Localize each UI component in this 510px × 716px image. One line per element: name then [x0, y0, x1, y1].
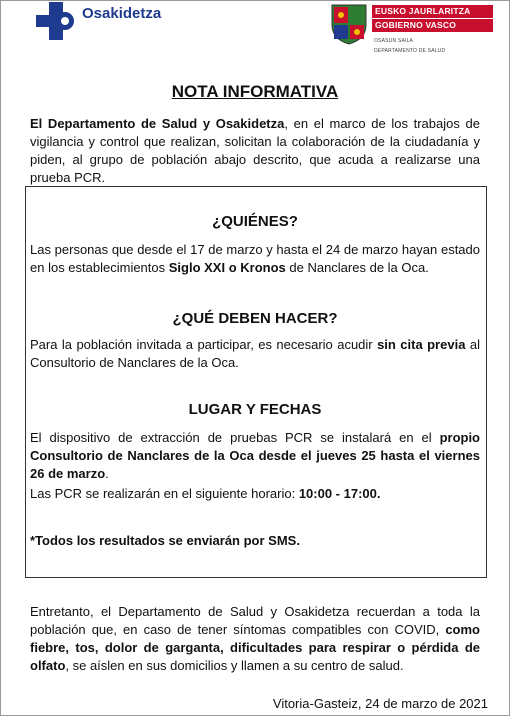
closing-bold: como fiebre, tos, dolor de garganta, dificultades para respirar o pérdida de olfato — [30, 622, 480, 673]
quienes-bold: Siglo XXI o Kronos — [168, 260, 286, 275]
que-bold: sin cita previa — [377, 337, 466, 352]
dept-line-castellano: DEPARTAMENTO DE SALUD — [374, 48, 446, 54]
intro-text: , en el marco de los trabajos de vigilancia y control que realizan, solicitan la colaboración de la ciudadanía y piden, al grupo de población abajo descrito, que acuda a realizarse una prueba PCR. — [30, 116, 480, 185]
horario-bold: 10:00 - 17:00. — [298, 486, 381, 501]
lugar-text-2: . — [105, 466, 109, 481]
closing-text-2: , se aíslen en sus domicilios y llamen a su centro de salud. — [65, 658, 404, 673]
lugar-text-1: El dispositivo de extracción de pruebas PCR se instalará en el — [30, 430, 440, 445]
sms-bold: *Todos los resultados se enviarán por SMS. — [30, 533, 300, 548]
quienes-text-2: de Nanclares de la Oca. — [285, 260, 429, 275]
gobierno-vasco-shield-icon — [330, 3, 368, 45]
dept-line-euskera: OSASUN SAILA — [374, 38, 414, 44]
dateline: Vitoria-Gasteiz, 24 de marzo de 2021 — [272, 696, 488, 711]
lugar-paragraph — [30, 429, 480, 483]
horario-paragraph — [30, 485, 480, 503]
que-heading: ¿QUÉ DEBEN HACER? — [172, 310, 338, 327]
closing-text-1: Entretanto, el Departamento de Salud y Osakidetza recuerdan a toda la población que, en caso de tener síntomas compatibles con COVID, — [30, 604, 480, 637]
osakidetza-name: Osakidetza — [82, 5, 162, 22]
que-text-2: al Consultorio de Nanclares de la Oca. — [30, 337, 480, 370]
horario-text: Las PCR se realizarán en el siguiente horario: — [30, 486, 299, 501]
osakidetza-logo-icon — [36, 2, 76, 40]
page-title: NOTA INFORMATIVA — [171, 82, 339, 101]
quienes-heading: ¿QUIÉNES? — [212, 213, 298, 230]
gv-line-euskera: EUSKO JAURLARITZA — [372, 5, 493, 18]
closing-paragraph — [30, 603, 480, 675]
que-text-1: Para la población invitada a participar, es necesario acudir — [30, 337, 378, 352]
intro-bold: El Departamento de Salud y Osakidetza — [30, 116, 285, 131]
quienes-paragraph — [30, 241, 480, 277]
gv-line-castellano: GOBIERNO VASCO — [372, 19, 493, 32]
lugar-heading: LUGAR Y FECHAS — [188, 401, 322, 418]
lugar-bold: propio Consultorio de Nanclares de la Oca desde el jueves 25 hasta el viernes 26 de marzo — [30, 430, 480, 481]
que-paragraph — [30, 336, 480, 372]
sms-note — [30, 532, 480, 550]
quienes-text-1: Las personas que desde el 17 de marzo y hasta el 24 de marzo hayan estado en los establecimientos — [30, 242, 480, 275]
intro-paragraph — [30, 115, 480, 187]
